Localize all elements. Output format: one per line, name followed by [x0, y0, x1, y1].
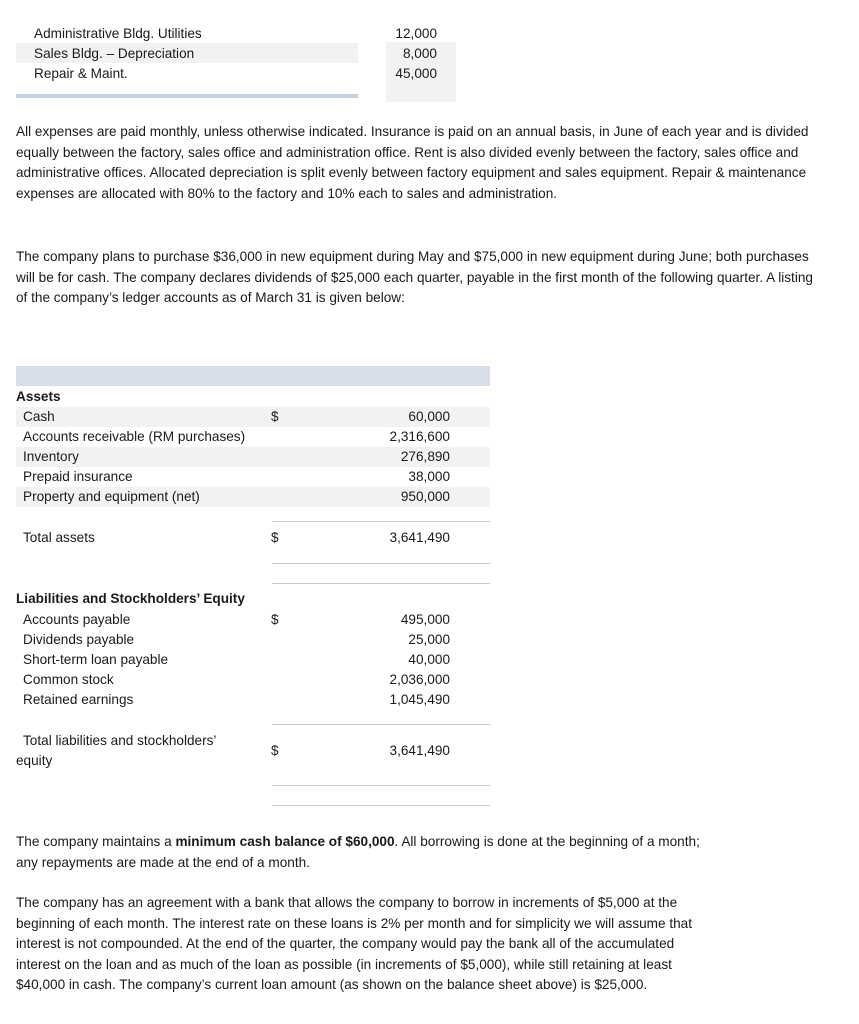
liability-label: Retained earnings [23, 692, 134, 707]
p3-text-after: . All borrowing is done at the beginning of a month; any repayments are made at the end of a month. [16, 834, 700, 870]
total-top-rule [272, 521, 490, 522]
top-table-label: Sales Bldg. – Depreciation [34, 46, 195, 61]
dollar-sign: $ [271, 743, 279, 758]
balance-sheet-header-bar [16, 366, 490, 386]
total-le-value: 3,641,490 [389, 743, 450, 758]
assets-heading: Assets [16, 389, 61, 404]
dollar-sign: $ [271, 530, 279, 545]
top-table-value: 45,000 [395, 66, 437, 81]
dollar-sign: $ [271, 612, 279, 627]
top-table-value: 12,000 [395, 26, 437, 41]
liability-value: 2,036,000 [389, 672, 450, 687]
liability-label: Accounts payable [23, 612, 131, 627]
liability-label: Short-term loan payable [23, 652, 169, 667]
p3-text-before: The company maintains a [16, 834, 176, 849]
liability-value: 25,000 [408, 632, 450, 647]
double-rule [272, 785, 490, 786]
liability-value: 1,045,490 [389, 692, 450, 707]
p3-bold-text: minimum cash balance of $60,000 [175, 834, 395, 849]
dollar-sign: $ [271, 409, 279, 424]
liability-value: 495,000 [400, 612, 450, 627]
asset-label: Property and equipment (net) [23, 489, 200, 504]
asset-value: 60,000 [408, 409, 450, 424]
liability-label: Dividends payable [23, 632, 135, 647]
top-table-separator [16, 94, 358, 98]
double-rule [272, 583, 490, 584]
top-table-label: Repair & Maint. [34, 66, 128, 81]
liability-value: 40,000 [408, 652, 450, 667]
asset-value: 276,890 [400, 449, 450, 464]
double-rule [272, 563, 490, 564]
paragraph-bank-agreement: The company has an agreement with a bank that allows the company to borrow in increments of $5,000 at the beginning of each month. The interest rate on these loans is 2% per month and for simplicity we will assume that interest is not compounded. At the end of the quarter, the company would pay the bank all of the accumulated interest on the loan and as much of the loan as possible (in increments of $5,000), while still retaining at least $40,000 in cash. The company’s current loan amount (as shown on the balance sheet above) is $25,000. [16, 895, 693, 992]
paragraph-min-cash [16, 832, 716, 873]
paragraph-expenses: All expenses are paid monthly, unless otherwise indicated. Insurance is paid on an annual basis, in June of each year and is divided equally between the factory, sales office and administration office. Rent is also divided evenly between the factory, sales office and administrative offices. Allocated depreciation is split evenly between factory equipment and sales equipment. Repair & maintenance expenses are allocated with 80% to the factory and 10% each to sales and administration. [16, 124, 809, 201]
double-rule [272, 805, 490, 806]
liability-label: Common stock [23, 672, 114, 687]
asset-value: 38,000 [408, 469, 450, 484]
top-table-label: Administrative Bldg. Utilities [34, 26, 202, 41]
liabilities-heading: Liabilities and Stockholders’ Equity [16, 591, 245, 606]
total-le-label-line2: equity [16, 753, 53, 768]
asset-label: Cash [23, 409, 55, 424]
paragraph-purchases: The company plans to purchase $36,000 in new equipment during May and $75,000 in new equipment during June; both purchases will be for cash. The company declares dividends of $25,000 each quarter, payable in the first month of the following quarter. A listing of the company’s ledger accounts as of March 31 is given below: [16, 249, 813, 305]
total-top-rule [272, 724, 490, 725]
asset-value: 950,000 [400, 489, 450, 504]
asset-label: Inventory [23, 449, 79, 464]
top-table-value: 8,000 [402, 46, 437, 61]
total-assets-label: Total assets [23, 530, 95, 545]
asset-value: 2,316,600 [389, 429, 450, 444]
asset-label: Prepaid insurance [23, 469, 133, 484]
asset-label: Accounts receivable (RM purchases) [23, 429, 246, 444]
total-assets-value: 3,641,490 [389, 530, 450, 545]
total-le-label-line1: Total liabilities and stockholders’ [23, 733, 217, 748]
